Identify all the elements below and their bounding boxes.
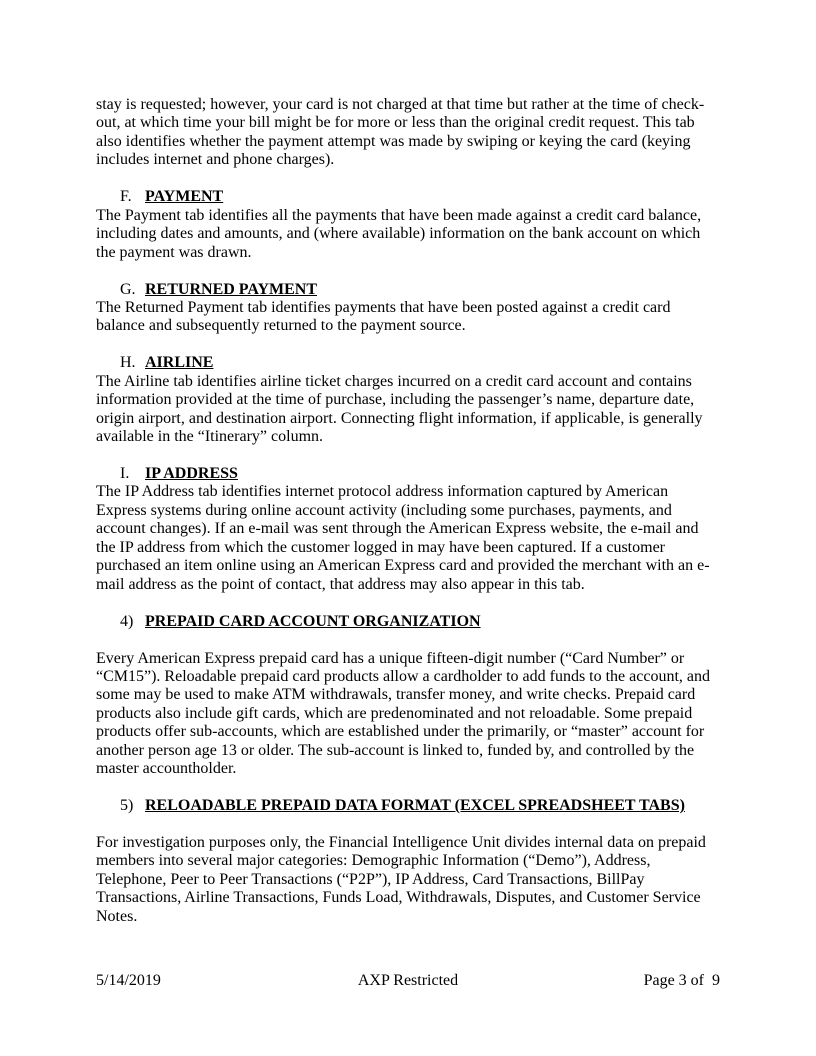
section-label: F. bbox=[120, 188, 132, 206]
section-title: PAYMENT bbox=[145, 188, 224, 206]
section-heading-returned-payment bbox=[96, 281, 720, 299]
footer-classification: AXP Restricted bbox=[357, 972, 459, 989]
section-body-returned-payment: The Returned Payment tab identifies payments that have been posted against a credit card balance and subsequently returned to the payment source. bbox=[96, 298, 671, 335]
intro-paragraph: stay is requested; however, your card is not charged at that time but rather at the time of check-out, at which time your bill might be for more or less than the original credit request. This tab also identifies whether the payment attempt was made by swiping or keying the card (keying includes internet and phone charges). bbox=[96, 96, 705, 169]
section-heading-ip-address bbox=[96, 465, 720, 483]
section-label: 5) bbox=[120, 797, 134, 815]
section-body-reloadable-prepaid-data-format: For investigation purposes only, the Financial Intelligence Unit divides internal data on prepaid members into several major categories: Demographic Information (“Demo”), Address, Telephone, Peer to Peer Transactions (“P2P”), IP Address, Card Transactions, BillPay Transactions, Airline Transactions, Funds Load, Withdrawals, Disputes, and Customer Service Notes. bbox=[96, 834, 706, 925]
section-label: 4) bbox=[120, 612, 134, 630]
section-body-prepaid-card-account-organization: Every American Express prepaid card has a unique fifteen-digit number (“Card Number” or “CM15”). Reloadable prepaid card products allow a cardholder to add funds to the account, and some may be used to make ATM withdrawals, transfer money, and write checks. Prepaid card products also include gift cards, which are predenominated and not reloadable. Some prepaid products offer sub-accounts, which are established under the primarily, or “master” account for another person age 13 or older. The sub-account is linked to, funded by, and controlled by the master accountholder. bbox=[96, 649, 711, 778]
section-label: H. bbox=[120, 354, 136, 372]
footer-date: 5/14/2019 bbox=[96, 972, 161, 989]
section-body-payment: The Payment tab identifies all the payments that have been made against a credit card balance, including dates and amounts, and (where available) information on the bank account on which the payment was drawn. bbox=[96, 206, 702, 261]
section-heading-airline bbox=[96, 354, 720, 372]
footer-page-number: Page 3 of 9 bbox=[643, 972, 720, 989]
section-heading-reloadable-prepaid-data-format bbox=[96, 797, 720, 815]
section-title: RETURNED PAYMENT bbox=[145, 280, 318, 298]
section-title: PREPAID CARD ACCOUNT ORGANIZATION bbox=[145, 612, 481, 630]
section-heading-prepaid-card-account-organization bbox=[96, 613, 720, 631]
section-title: IP ADDRESS bbox=[145, 465, 238, 482]
section-title: AIRLINE bbox=[145, 354, 214, 372]
section-title: RELOADABLE PREPAID DATA FORMAT (EXCEL SPREADSHEET TABS) bbox=[145, 797, 685, 815]
section-body-ip-address: The IP Address tab identifies internet protocol address information captured by American Express systems during online account activity (including some purchases, payments, and account changes). If an e-mail was sent through the American Express website, the e-mail and the IP address from which the customer logged in may have been captured. If a customer purchased an item online using an American Express card and provided the merchant with an e-mail address as the point of contact, that address may also appear in this tab. bbox=[96, 483, 710, 593]
section-label: G. bbox=[120, 280, 136, 298]
section-heading-payment bbox=[96, 188, 720, 206]
page-footer bbox=[96, 972, 720, 990]
section-label: I. bbox=[120, 465, 130, 482]
document-body bbox=[96, 96, 720, 945]
section-body-airline: The Airline tab identifies airline ticket charges incurred on a credit card account and contains information provided at the time of purchase, including the passenger’s name, departure date, origin airport, and destination airport. Connecting flight information, if applicable, is generally available in the “Itinerary” column. bbox=[96, 372, 703, 446]
